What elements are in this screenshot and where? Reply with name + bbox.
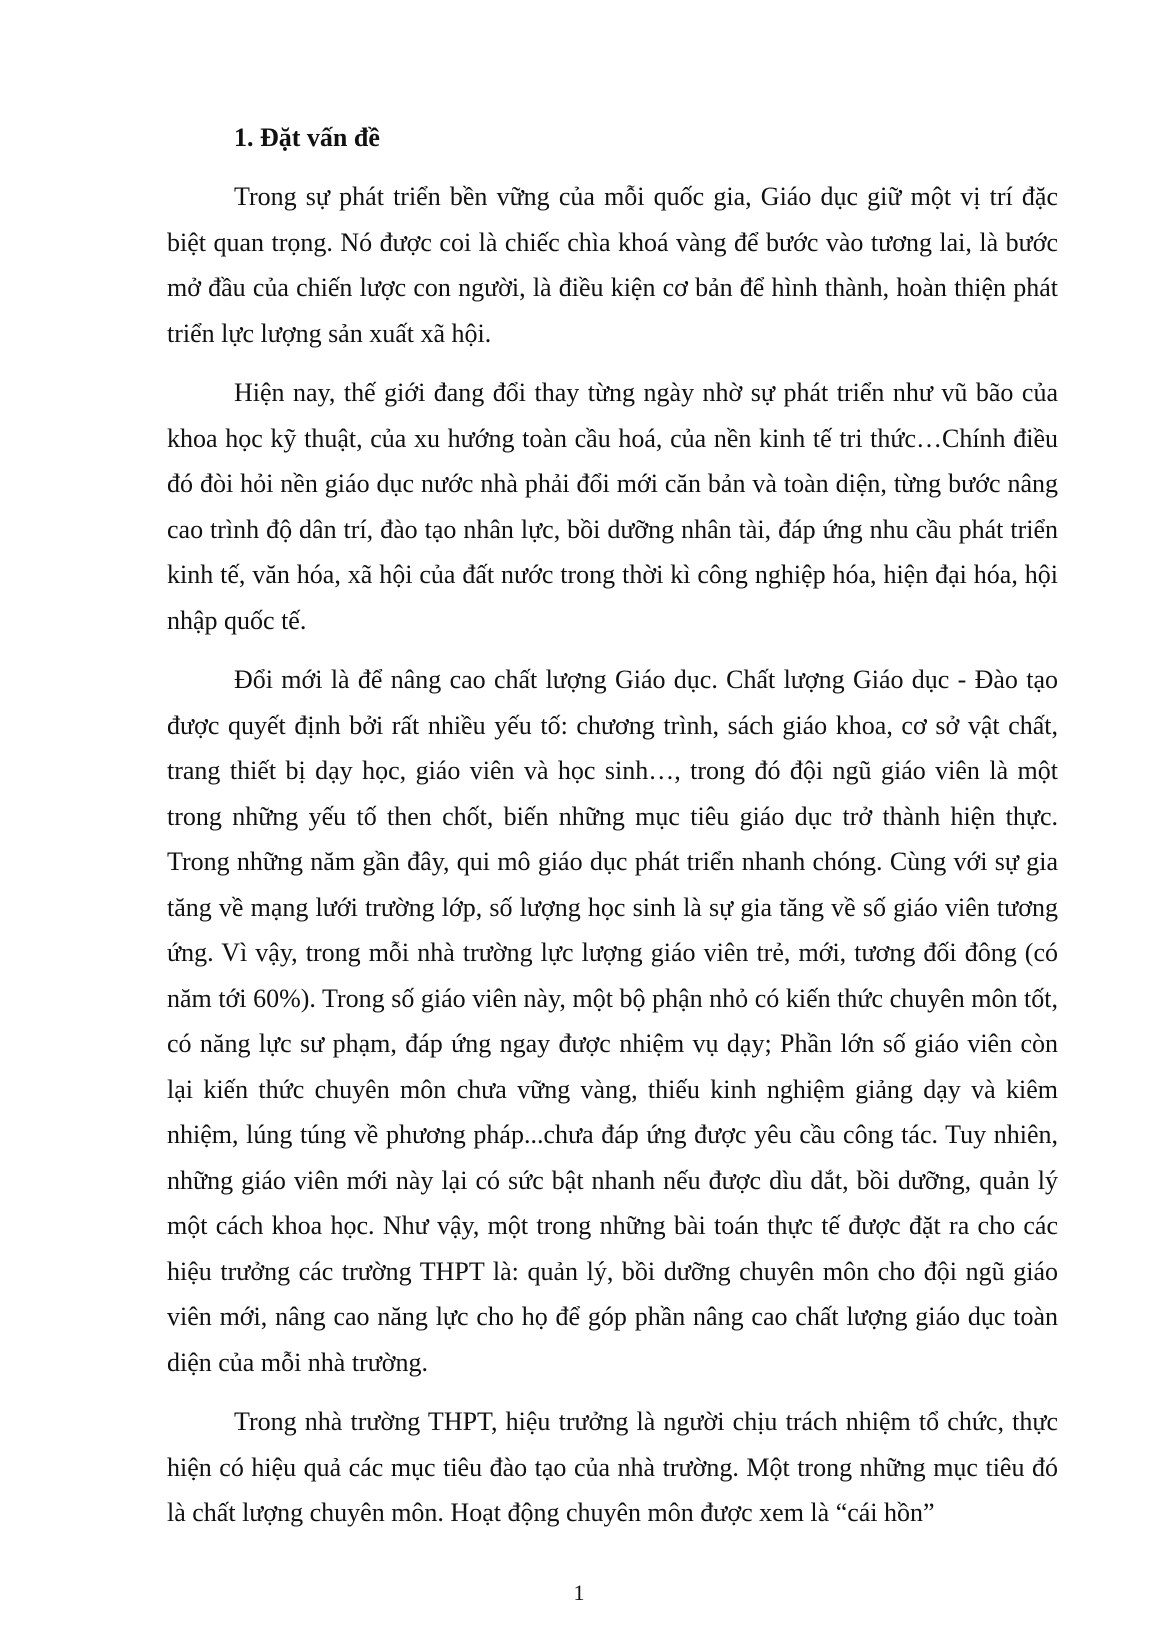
paragraph-1: Trong sự phát triển bền vững của mỗi quốc gia, Giáo dục giữ một vị trí đặc biệt quan trọng. Nó được coi là chiếc chìa khoá vàng để bước vào tương lai, là bước mở đầu của chiến lược con người, là điều kiện cơ bản để hình thành, hoàn thiện phát triển lực lượng sản xuất xã hội.: [167, 182, 1058, 348]
section-heading: 1. Đặt vấn đề: [234, 123, 380, 152]
body-text: [167, 174, 1058, 1550]
page-number: 1: [573, 1580, 585, 1605]
paragraph-2: Hiện nay, thế giới đang đổi thay từng ngày nhờ sự phát triển như vũ bão của khoa học kỹ thuật, của xu hướng toàn cầu hoá, của nền kinh tế tri thức…Chính điều đó đòi hỏi nền giáo dục nước nhà phải đổi mới căn bản và toàn diện, từng bước nâng cao trình độ dân trí, đào tạo nhân lực, bồi dưỡng nhân tài, đáp ứng nhu cầu phát triển kinh tế, văn hóa, xã hội của đất nước trong thời kì công nghiệp hóa, hiện đại hóa, hội nhập quốc tế.: [167, 378, 1058, 635]
paragraph-4: Trong nhà trường THPT, hiệu trưởng là người chịu trách nhiệm tổ chức, thực hiện có hiệu quả các mục tiêu đào tạo của nhà trường. Một trong những mục tiêu đó là chất lượng chuyên môn. Hoạt động chuyên môn được xem là “cái hồn”: [167, 1407, 1058, 1527]
paragraph-3: Đổi mới là để nâng cao chất lượng Giáo dục. Chất lượng Giáo dục - Đào tạo được quyết định bởi rất nhiều yếu tố: chương trình, sách giáo khoa, cơ sở vật chất, trang thiết bị dạy học, giáo viên và học sinh…, trong đó đội ngũ giáo viên là một trong những yếu tố then chốt, biến những mục tiêu giáo dục trở thành hiện thực. Trong những năm gần đây, qui mô giáo dục phát triển nhanh chóng. Cùng với sự gia tăng về mạng lưới trường lớp, số lượng học sinh là sự gia tăng về số giáo viên tương ứng. Vì vậy, trong mỗi nhà trường lực lượng giáo viên trẻ, mới, tương đối đông (có năm tới 60%). Trong số giáo viên này, một bộ phận nhỏ có kiến thức chuyên môn tốt, có năng lực sư phạm, đáp ứng ngay được nhiệm vụ dạy; Phần lớn số giáo viên còn lại kiến thức chuyên môn chưa vững vàng, thiếu kinh nghiệm giảng dạy và kiêm nhiệm, lúng túng về phương pháp...chưa đáp ứng được yêu cầu công tác. Tuy nhiên, những giáo viên mới này lại có sức bật nhanh nếu được dìu dắt, bồi dưỡng, quản lý một cách khoa học. Như vậy, một trong những bài toán thực tế được đặt ra cho các hiệu trưởng các trường THPT là: quản lý, bồi dưỡng chuyên môn cho đội ngũ giáo viên mới, nâng cao năng lực cho họ để góp phần nâng cao chất lượng giáo dục toàn diện của mỗi nhà trường.: [167, 665, 1058, 1377]
